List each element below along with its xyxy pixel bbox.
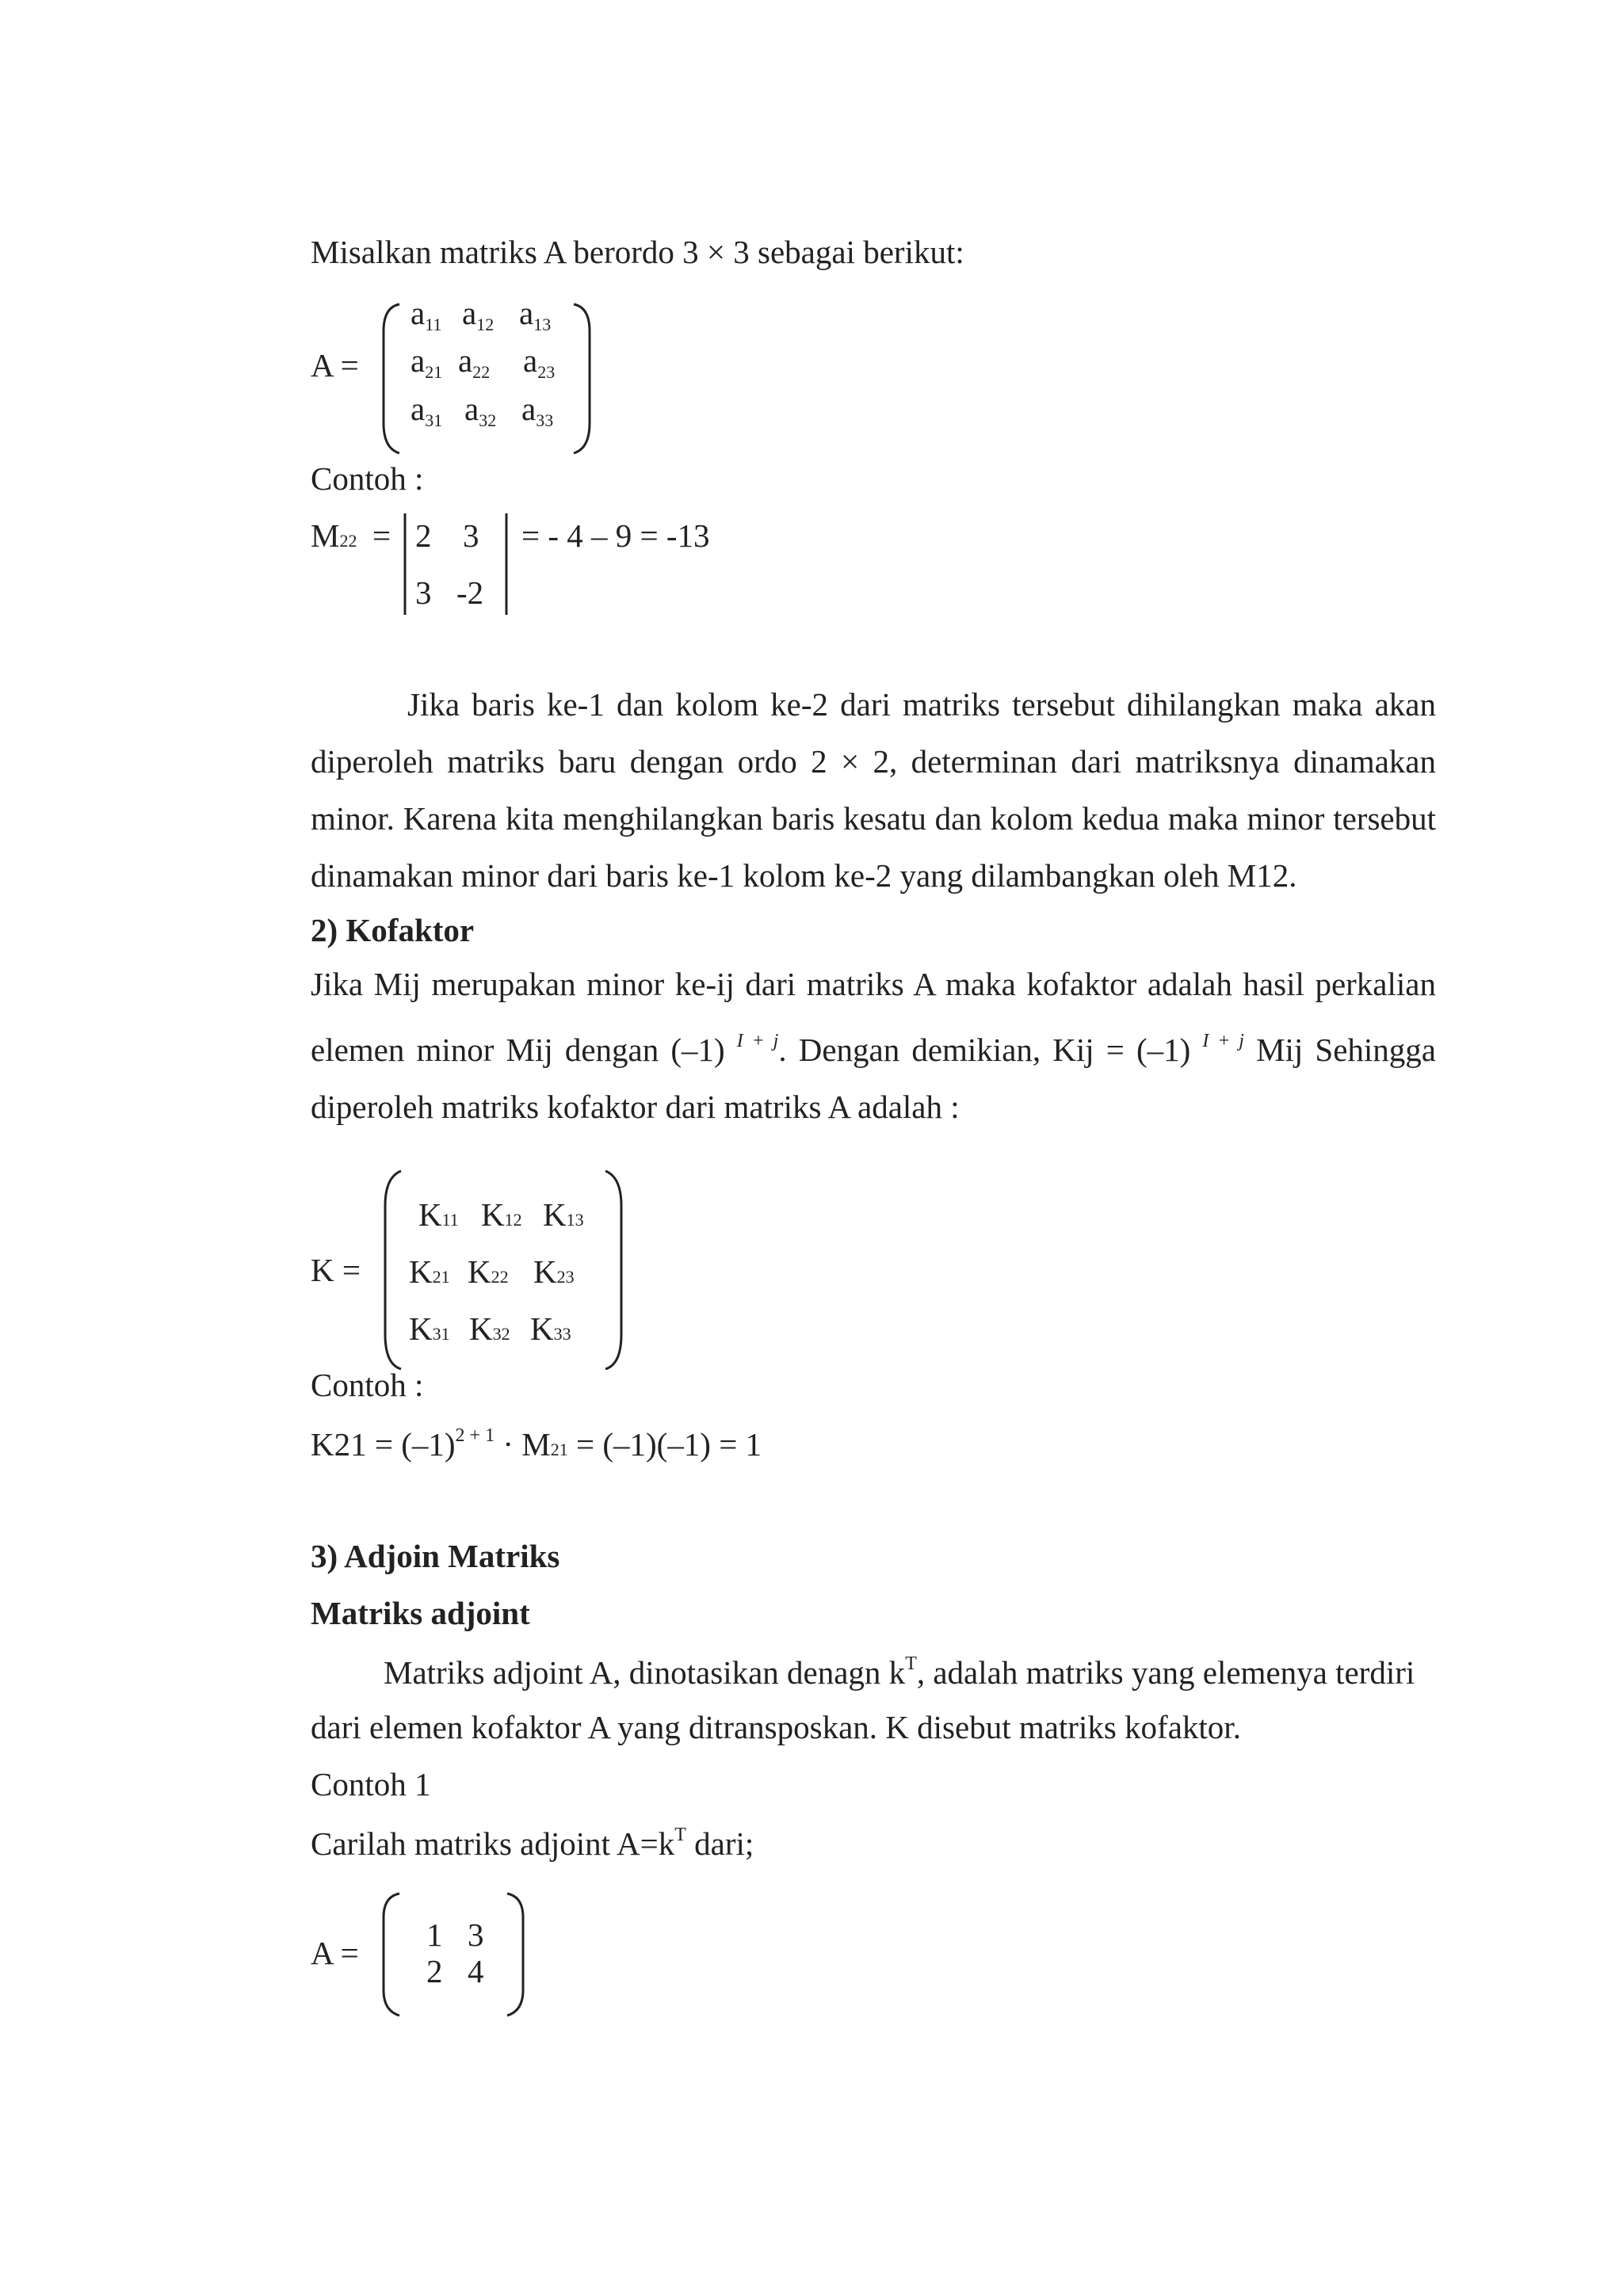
determinant-entry: -2: [456, 574, 484, 611]
cofactor-example: $K21 = (-1)^{2 + 1} \cdot M21 = (-1)(-1) = 1$: [311, 1425, 762, 1463]
heading-adjoin: 3) Adjoin Matriks: [311, 1538, 560, 1574]
matrix-a-entry: a31: [411, 391, 443, 430]
matrix-a-label: A =: [311, 347, 359, 383]
determinant-result: = - 4 – 9 = -13: [521, 517, 710, 554]
matrix-a-entry: a11: [411, 295, 442, 334]
matrix-a-entry: a21: [411, 342, 443, 382]
determinant-entry: 2: [415, 517, 432, 554]
example-label: Contoh 1: [311, 1766, 431, 1802]
matrix-k-left-bracket: [374, 1166, 406, 1374]
matrix-a2-entry: 1: [426, 1917, 443, 1953]
paragraph-minor: Jika baris ke-1 dan kolom ke-2 dari matriks tersebut dihilangkan maka akan diperoleh matriks baru dengan ordo 2 × 2, determinan dari matriksnya dinamakan minor. Karena kita menghilangkan baris kesatu dan kolom kedua maka minor tersebut dinamakan minor dari baris ke-1 kolom ke-2 yang dilambangkan oleh M12.: [311, 686, 1436, 894]
matrix-a2-right-bracket: [502, 1889, 534, 2020]
matrix-k-right-bracket: [601, 1166, 632, 1374]
matrix-a-entry: a22: [458, 342, 491, 382]
paragraph-adjoint-line: Matriks adjoint A, dinotasikan denagn $k^T$, adalah matriks yang elemenya terdiri: [384, 1653, 1415, 1691]
matrix-k-entry: K13: [543, 1196, 584, 1233]
matrix-a-entry: a33: [521, 391, 554, 430]
determinant-entry: 3: [415, 574, 432, 611]
heading-kofaktor: 2) Kofaktor: [311, 912, 475, 948]
equals-sign: =: [372, 517, 391, 554]
matrix-k-entry: K12: [481, 1196, 522, 1233]
paragraph-adjoint-line: dari elemen kofaktor A yang ditransposkan. K disebut matriks kofaktor.: [311, 1709, 1241, 1745]
paragraph-line: Jika Mij merupakan minor ke-ij dari matriks A maka kofaktor adalah hasil perkalian: [311, 966, 1436, 1002]
matrix-k-entry: K33: [530, 1310, 571, 1347]
matrix-a2-entry: 2: [426, 1953, 443, 1989]
matrix-a-entry: a13: [519, 295, 552, 334]
matrix-k-label: K =: [311, 1252, 361, 1288]
matrix-a2-entry: 4: [468, 1953, 484, 1989]
determinant-right-bar: [504, 512, 509, 616]
matrix-a-entry: a32: [464, 391, 497, 430]
paragraph-kofaktor: [311, 955, 1436, 1135]
matrix-a-entry: a23: [523, 342, 556, 382]
example-label: Contoh :: [311, 460, 424, 497]
exercise-text: Carilah matriks adjoint $A=k^T$ dari;: [311, 1825, 754, 1862]
paragraph-line: elemen minor Mij dengan (–1) $^{I + j}$. Dengan demikian, Kij = (–1) $^{I + j}$ Mij Sehingga: [311, 1031, 1437, 1068]
determinant-left-bar: [403, 512, 407, 616]
matrix-a2-label: A =: [311, 1935, 359, 1971]
matrix-a2-left-bracket: [372, 1889, 404, 2020]
matrix-a2-entry: 3: [468, 1917, 484, 1953]
matrix-k-entry: K11: [418, 1196, 459, 1233]
matrix-a-right-bracket: [569, 299, 601, 458]
matrix-k-entry: K32: [469, 1310, 510, 1347]
example-label: Contoh :: [311, 1367, 424, 1403]
intro-text: Misalkan matriks A berordo 3 × 3 sebagai berikut:: [311, 234, 964, 270]
paragraph-line: diperoleh matriks kofaktor dari matriks A adalah :: [311, 1089, 960, 1125]
heading-adjoint: Matriks adjoint: [311, 1595, 530, 1631]
matrix-k-entry: K22: [468, 1253, 509, 1290]
determinant-entry: 3: [463, 517, 479, 554]
matrix-a-entry: a12: [462, 295, 495, 334]
matrix-k-entry: K31: [409, 1310, 450, 1347]
matrix-a-left-bracket: [372, 299, 404, 458]
minor-symbol: M22: [311, 517, 357, 554]
matrix-k-entry: K23: [533, 1253, 575, 1290]
matrix-k-entry: K21: [409, 1253, 450, 1290]
